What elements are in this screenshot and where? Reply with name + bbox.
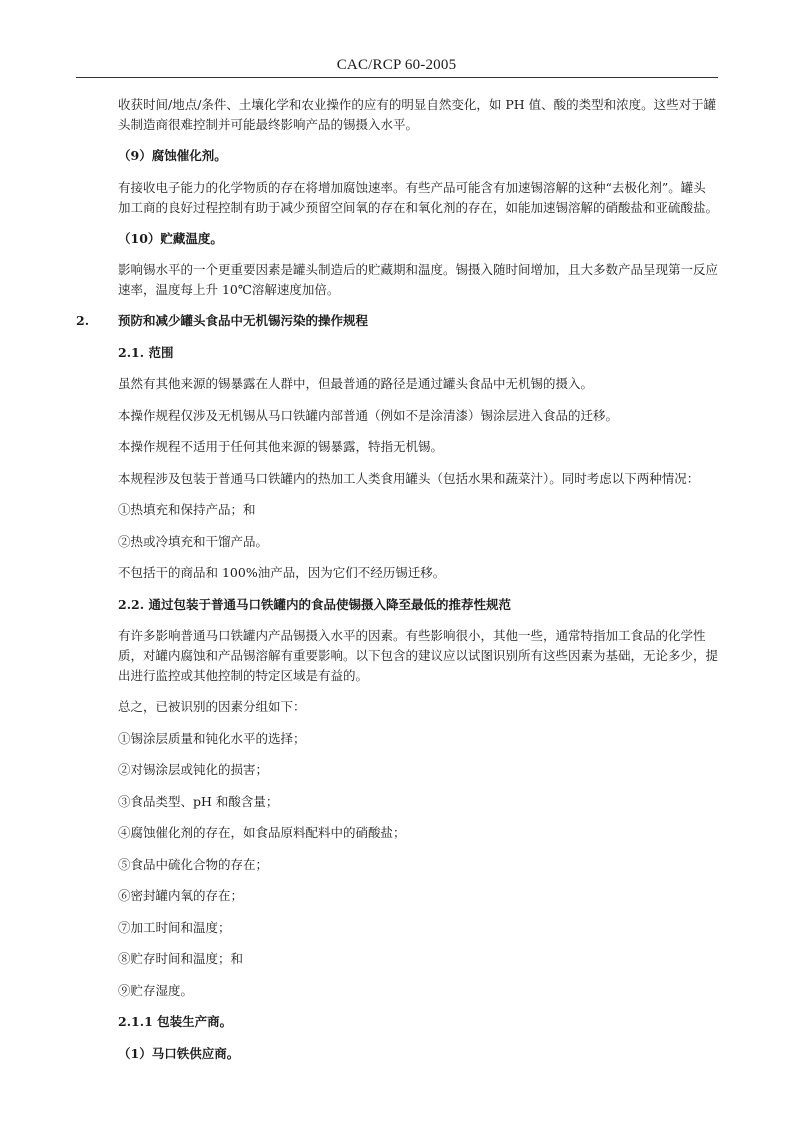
factor-item: ②对锡涂层或钝化的损害；: [118, 762, 269, 777]
tinplate-supplier-heading: （1）马口铁供应商。: [118, 1045, 240, 1061]
scope-paragraph-3: 本操作规程不适用于任何其他来源的锡暴露，特指无机锡。: [118, 439, 444, 454]
section-2-title: 预防和减少罐头食品中无机锡污染的操作规程: [118, 313, 369, 328]
scope-paragraph-4: 本规程涉及包装于普通马口铁罐内的热加工人类食用罐头（包括水果和蔬菜汁）。同时考虑以下两种情况：: [118, 470, 700, 486]
factor-item: ④腐蚀催化剂的存在，如食品原料配料中的硝酸盐；: [118, 825, 406, 840]
document-body: [76, 95, 719, 1075]
scope-exclusion: 不包括干的商品和 100%油产品，因为它们不经历锡迁移。: [118, 565, 446, 580]
scope-paragraph-1: 虽然有其他来源的锡暴露在人群中，但最普通的路径是通过罐头食品中无机锡的摄入。: [118, 376, 594, 391]
scope-paragraph-2: 本操作规程仅涉及无机锡从马口铁罐内部普通（例如不是涂清漆）锡涂层进入食品的迁移。: [118, 407, 619, 423]
item-10-text: 影响锡水平的一个更重要因素是罐头制造后的贮藏期和温度。锡摄入随时间增加，且大多数产品呈现第一反应速率，温度每上升 10℃溶解速度加倍。: [118, 262, 719, 297]
section-2-1-1-heading: 2.1.1 包装生产商。: [118, 1014, 233, 1029]
factor-item: ⑧贮存时间和温度；和: [118, 951, 244, 966]
section-2-heading: [76, 311, 718, 331]
scope-case-2: ②热或冷填充和干馏产品。: [118, 533, 269, 549]
section-2-number: 2.: [76, 313, 90, 328]
section-2-2-paragraph: 有许多影响普通马口铁罐内产品锡摄入水平的因素。有些影响很小，其他一些，通常特指加工食品的化学性质，对罐内腐蚀和产品锡溶解有重要影响。以下包含的建议应以试图识别所有这些因素为基础，无论多少，提出进行监控或其他控制的特定区域是有益的。: [118, 628, 719, 683]
page-header-code: CAC/RCP 60-2005: [336, 57, 457, 73]
scope-case-1: ①热填充和保持产品；和: [118, 502, 256, 517]
factor-item: ⑨贮存湿度。: [118, 982, 194, 998]
factor-item: ①锡涂层质量和钝化水平的选择；: [118, 730, 306, 746]
factors-intro: 总之，已被识别的因素分组如下：: [118, 699, 306, 714]
item-9-heading: （9）腐蚀催化剂。: [118, 148, 227, 163]
item-10-heading: （10）贮藏温度。: [118, 230, 223, 246]
section-2-2-heading: 2.2. 通过包装于普通马口铁罐内的食品使锡摄入降至最低的推荐性规范: [118, 596, 511, 612]
header-divider: [76, 77, 718, 78]
intro-paragraph: 收获时间/地点/条件、土壤化学和农业操作的应有的明显自然变化，如 PH 值、酸的类型和浓度。这些对于罐头制造商很难控制并可能最终影响产品的锡摄入水平。: [118, 97, 717, 132]
factor-item: ⑦加工时间和温度；: [118, 919, 231, 935]
factor-item: ③食品类型、pH 和酸含量；: [118, 793, 279, 809]
factor-item: ⑥密封罐内氧的存在；: [118, 888, 244, 903]
item-9-text: 有接收电子能力的化学物质的存在将增加腐蚀速率。有些产品可能含有加速锡溶解的这种“去极化剂”。罐头加工商的良好过程控制有助于减少预留空间氧的存在和氧化剂的存在，如能加速锡溶解的硝酸盐和亚硫酸盐。: [118, 179, 719, 215]
section-2-1-heading: 2.1. 范围: [118, 344, 174, 360]
factor-item: ⑤食品中硫化合物的存在；: [118, 856, 269, 872]
